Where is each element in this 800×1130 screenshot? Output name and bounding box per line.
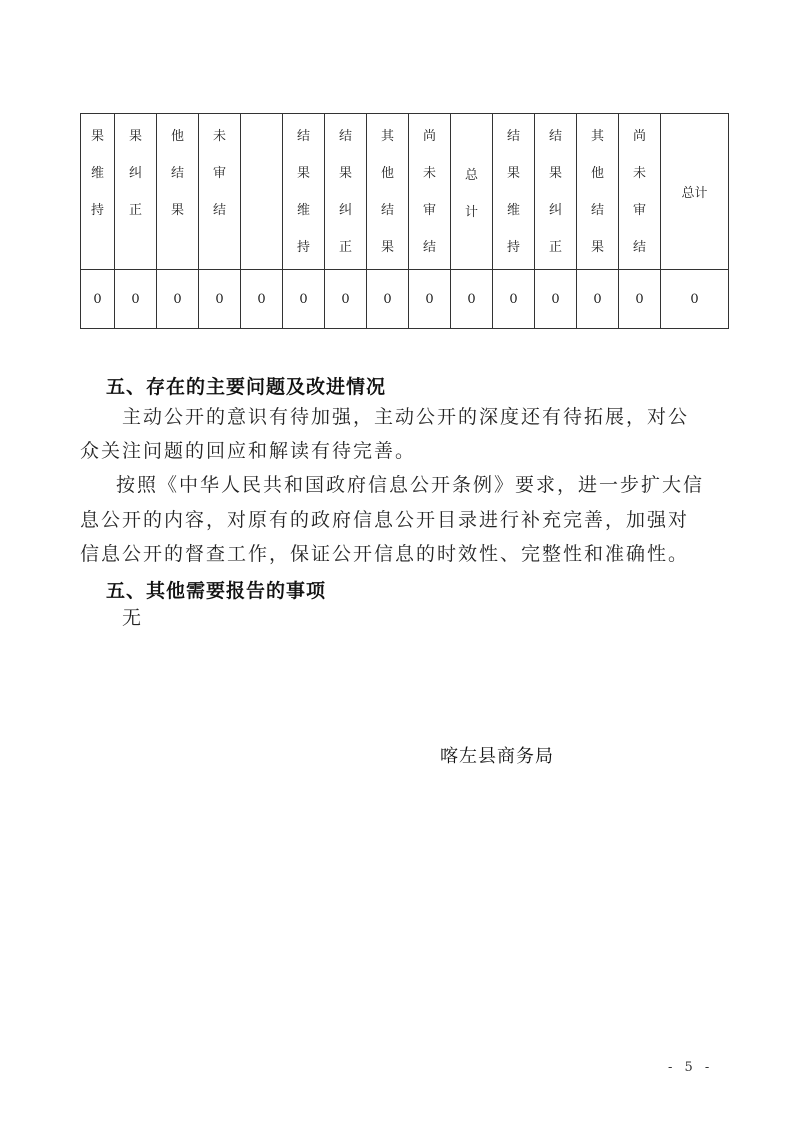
table-header-cell: 结果纠正 (535, 114, 577, 270)
page-number: - 5 - (668, 1060, 714, 1075)
table-header-cell: 果维持 (81, 114, 115, 270)
table-header-cell: 结果维持 (283, 114, 325, 270)
table-value-cell: 0 (325, 270, 367, 329)
statistics-table (80, 113, 729, 329)
table-value-cell: 0 (81, 270, 115, 329)
table-value-cell: 0 (367, 270, 409, 329)
table-header-cell: 他结果 (157, 114, 199, 270)
table-header-cell: 其他结果 (577, 114, 619, 270)
table-header-cell: 结果维持 (493, 114, 535, 270)
paragraph-line: 众关注问题的回应和解读有待完善。 (80, 440, 417, 462)
paragraph-line: 信息公开的督查工作，保证公开信息的时效性、完整性和准确性。 (80, 543, 690, 565)
section-heading-other-matters: 五、其他需要报告的事项 (106, 580, 327, 602)
table-value-cell: 0 (157, 270, 199, 329)
paragraph-line: 按照《中华人民共和国政府信息公开条例》要求，进一步扩大信 (116, 474, 705, 496)
table-header-cell: 总计 (661, 114, 729, 270)
table-header-cell (241, 114, 283, 270)
table-value-cell: 0 (283, 270, 325, 329)
table-value-cell: 0 (199, 270, 241, 329)
signature-organization: 喀左县商务局 (440, 746, 554, 767)
table-header-cell: 总计 (451, 114, 493, 270)
table-header-cell: 果纠正 (115, 114, 157, 270)
table-value-cell: 0 (577, 270, 619, 329)
table-value-cell: 0 (409, 270, 451, 329)
table-header-cell: 尚未审结 (409, 114, 451, 270)
table-value-cell: 0 (241, 270, 283, 329)
table-value-cell: 0 (535, 270, 577, 329)
paragraph-line: 息公开的内容，对原有的政府信息公开目录进行补充完善，加强对 (80, 509, 690, 531)
table-value-row (81, 270, 729, 329)
table-header-cell: 尚未审结 (619, 114, 661, 270)
paragraph-line: 主动公开的意识有待加强，主动公开的深度还有待拓展，对公 (122, 406, 690, 428)
table-value-cell: 0 (661, 270, 729, 329)
table-value-cell: 0 (115, 270, 157, 329)
table-header-cell: 未审结 (199, 114, 241, 270)
table-header-cell: 其他结果 (367, 114, 409, 270)
table-value-cell: 0 (451, 270, 493, 329)
table-header-cell: 结果纠正 (325, 114, 367, 270)
section-heading-problems: 五、存在的主要问题及改进情况 (106, 376, 387, 398)
table-value-cell: 0 (619, 270, 661, 329)
section-body-text: 无 (122, 607, 144, 629)
table-value-cell: 0 (493, 270, 535, 329)
table-header-row (81, 114, 729, 270)
